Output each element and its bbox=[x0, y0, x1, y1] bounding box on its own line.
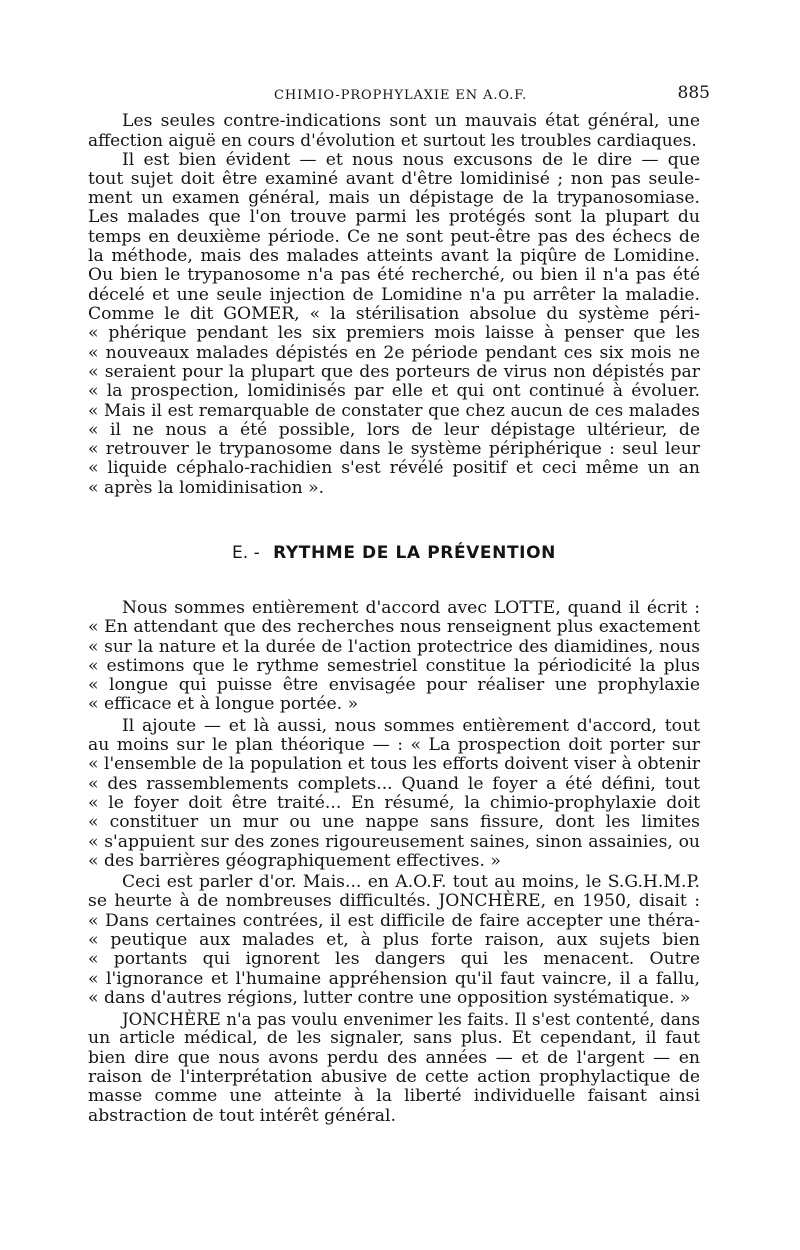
paragraph-contraindications bbox=[88, 112, 700, 151]
text-line: tout sujet doit être examiné avant d'être lomidinisé ; non pas seule- bbox=[88, 168, 700, 189]
text-line: Nous sommes entièrement d'accord avec LOTTE, quand il écrit : bbox=[122, 597, 700, 618]
text-line: « Dans certaines contrées, il est difficile de faire accepter une théra- bbox=[88, 910, 700, 931]
text-line: « il ne nous a été possible, lors de leur dépistage ultérieur, de bbox=[88, 419, 700, 440]
running-header bbox=[88, 78, 710, 104]
text-line: temps en deuxième période. Ce ne sont peut-être pas des échecs de bbox=[88, 226, 700, 247]
text-line: « sur la nature et la durée de l'action protectrice des diamidines, nous bbox=[88, 636, 700, 657]
paragraph-lotte-quote bbox=[88, 599, 700, 715]
text-line: « estimons que le rythme semestriel constitue la périodicité la plus bbox=[88, 655, 700, 676]
paragraph-difficulties bbox=[88, 873, 700, 1008]
text-line: décelé et une seule injection de Lomidine n'a pu arrêter la maladie. bbox=[88, 284, 700, 305]
text-line: Ou bien le trypanosome n'a pas été recherché, ou bien il n'a pas été bbox=[88, 265, 700, 286]
text-line: Les malades que l'on trouve parmi les protégés sont la plupart du bbox=[88, 207, 700, 228]
section-1-body bbox=[88, 112, 700, 498]
text-line: « nouveaux malades dépistés en 2e période pendant ces six mois ne bbox=[88, 342, 700, 363]
text-line: « peutique aux malades et, à plus forte raison, aux sujets bien bbox=[88, 929, 700, 950]
page-number: 885 bbox=[677, 83, 710, 103]
text-line: « portants qui ignorent les dangers qui les menacent. Outre bbox=[88, 949, 700, 970]
text-line: « l'ignorance et l'humaine appréhension qu'il faut vaincre, il a fallu, bbox=[88, 968, 700, 989]
text-line: se heurte à de nombreuses difficultés. JONCHÈRE, en 1950, disait : bbox=[88, 891, 700, 912]
text-line: « En attendant que des recherches nous renseignent plus exactement bbox=[88, 617, 700, 638]
text-line: « la prospection, lomidinisés par elle et qui ont continué à évoluer. bbox=[88, 381, 700, 402]
text-line: Comme le dit GOMER, « la stérilisation absolue du système péri- bbox=[88, 303, 700, 324]
paragraph-prospection bbox=[88, 717, 700, 871]
text-line: Ceci est parler d'or. Mais... en A.O.F. tout au moins, le S.G.H.M.P. bbox=[122, 872, 700, 893]
document-page bbox=[88, 78, 710, 1126]
text-line: « liquide céphalo-rachidien s'est révélé positif et ceci même un an bbox=[88, 458, 700, 479]
text-line: « s'appuient sur des zones rigoureusement saines, sinon assainies, ou bbox=[88, 831, 700, 852]
text-line: « Mais il est remarquable de constater que chez aucun de ces malades bbox=[88, 400, 700, 421]
text-line: « seraient pour la plupart que des porteurs de virus non dépistés par bbox=[88, 361, 700, 382]
section-label: E. - bbox=[232, 542, 260, 563]
section-title: RYTHME DE LA PRÉVENTION bbox=[273, 542, 556, 563]
text-line: un article médical, de les signaler, sans plus. Et cependant, il faut bbox=[88, 1028, 700, 1049]
paragraph-examination bbox=[88, 151, 700, 498]
text-line: abstraction de tout intérêt général. bbox=[88, 1105, 396, 1126]
text-line: « le foyer doit être traité... En résumé, la chimio-prophylaxie doit bbox=[88, 792, 700, 813]
text-line: « dans d'autres régions, lutter contre une opposition systématique. » bbox=[88, 987, 691, 1008]
text-line: affection aiguë en cours d'évolution et surtout les troubles cardiaques. bbox=[88, 130, 697, 151]
text-line: « longue qui puisse être envisagée pour réaliser une prophylaxie bbox=[88, 675, 700, 696]
text-line: « des barrières géographiquement effectives. » bbox=[88, 850, 501, 871]
section-heading bbox=[88, 543, 700, 563]
text-line: Il est bien évident — et nous nous excusons de le dire — que bbox=[122, 149, 700, 170]
text-line: Il ajoute — et là aussi, nous sommes entièrement d'accord, tout bbox=[122, 715, 700, 736]
text-line: bien dire que nous avons perdu des années — et de l'argent — en bbox=[88, 1047, 700, 1068]
running-title: CHIMIO-PROPHYLAXIE EN A.O.F. bbox=[274, 88, 528, 103]
text-line: « efficace et à longue portée. » bbox=[88, 694, 359, 715]
text-line: « retrouver le trypanosome dans le système périphérique : seul leur bbox=[88, 439, 700, 460]
text-line: « constituer un mur ou une nappe sans fissure, dont les limites bbox=[88, 812, 700, 833]
text-line: « phérique pendant les six premiers mois laisse à penser que les bbox=[88, 323, 700, 344]
text-line: ment un examen général, mais un dépistage de la trypanosomiase. bbox=[88, 188, 700, 209]
text-line: raison de l'interprétation abusive de cette action prophylactique de bbox=[88, 1067, 700, 1088]
text-line: Les seules contre-indications sont un mauvais état général, une bbox=[122, 111, 700, 131]
text-line: « des rassemblements complets... Quand le foyer a été défini, tout bbox=[88, 773, 700, 794]
text-line: « après la lomidinisation ». bbox=[88, 477, 325, 498]
text-line: « l'ensemble de la population et tous les efforts doivent viser à obtenir bbox=[88, 754, 700, 775]
text-line: au moins sur le plan théorique — : « La prospection doit porter sur bbox=[88, 735, 700, 756]
text-line: la méthode, mais des malades atteints avant la piqûre de Lomidine. bbox=[88, 246, 700, 267]
section-2-body bbox=[88, 599, 700, 1126]
text-line: JONCHÈRE n'a pas voulu envenimer les faits. Il s'est contenté, dans bbox=[122, 1010, 700, 1030]
text-line: masse comme une atteinte à la liberté individuelle faisant ainsi bbox=[88, 1086, 700, 1107]
paragraph-jonchere bbox=[88, 1010, 700, 1126]
